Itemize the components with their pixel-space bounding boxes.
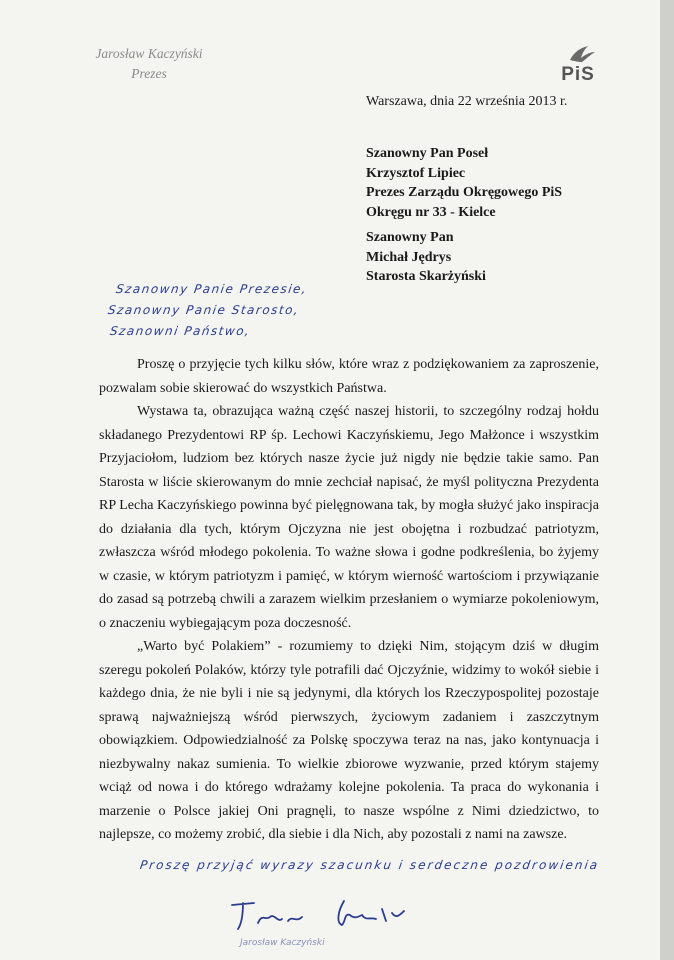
letter-body [99,353,599,847]
signature-text: Jarosław Kaczyński [240,938,325,948]
body-paragraph: Wystawa ta, obrazująca ważną część naszej historii, to szczególny rodzaj hołdu składanego Prezydentowi RP śp. Lechowi Kaczyńskiemu, Jego Małżonce i wszystkim Przyjaciołom, ludziom bez których nasze życie już nigdy nie będzie takie samo. Pan Starosta w liście skierowanym do mnie zechciał napisać, że myśl polityczna Prezydenta RP Lecha Kaczyńskiego powinna być pielęgnowana tak, by mogła służyć jako inspiracja do działania dla tych, którym Ojczyzna nie jest obojętna i rozbudzać patriotyzm, zwłaszcza wśród młodego pokolenia. To ważne słowa i godne podkreślenia, bo żyjemy w czasie, w którym patriotyzm i pamięć, w którym wierność wartościom i przywiązanie do zasad są potrzebą chwili a zarazem wielkim przesłaniem o wymiarze pokoleniowym, o znaczeniu wybiegającym poza doczesność. [99,404,599,631]
handwritten-closing: Proszę przyjąć wyrazy szacunku i serdeczne pozdrowienia [139,858,601,872]
bird-icon [548,40,608,66]
date-line: Warszawa, dnia 22 września 2013 r. [366,94,568,109]
recipient-line: Szanowny Pan [366,230,454,245]
letterhead-sender [74,44,224,84]
recipient-line: Krzysztof Lipiec [366,165,466,181]
recipient-line: Szanowny Pan Poseł [366,146,489,161]
body-paragraph: Proszę o przyjęcie tych kilku słów, które wraz z podziękowaniem za zaproszenie, pozwalam sobie skierować do wszystkich Państwa. [99,357,599,396]
sender-title: Prezes [131,66,167,81]
handwritten-greeting-2: Szanowny Panie Starosto, [107,303,301,317]
recipient-block-1 [366,144,562,222]
recipient-line: Starosta Skarżyński [366,269,486,284]
signature-icon [226,895,446,935]
handwritten-greeting-3: Szanowni Państwo, [109,324,252,338]
recipient-line: Prezes Zarządu Okręgowego PiS [366,185,563,200]
page-edge [660,0,674,960]
sender-name: Jarosław Kaczyński [95,46,203,61]
recipient-block-2 [366,228,486,287]
party-logo [548,40,608,90]
recipient-line: Okręgu nr 33 - Kielce [366,204,496,220]
handwritten-greeting-1: Szanowny Panie Prezesie, [115,282,309,296]
body-paragraph: „Warto być Polakiem” - rozumiemy to dzięki Nim, stojącym dziś w długim szeregu pokoleń Polaków, którzy tyle potrafili dać Ojczyźnie, widzimy to wokół siebie i każdego dnia, że nie byli i nie są jedynymi, dla których los Rzeczypospolitej pozostaje sprawą najważniejszą wśród pierwszych, życiowym zadaniem i zaszczytnym obowiązkiem. Odpowiedzialność za Polskę spoczywa teraz na nas, jako kontynuacja i niezbywalny nakaz sumienia. To wielkie zbiorowe wyzwanie, przed którym stajemy wciąż od nowa i do którego wdrażamy kolejne pokolenia. Ta praca do wykonania i marzenie o Polsce jakiej Oni pragnęli, to nasze wspólne z Nimi dziedzictwo, to najlepsze, co możemy zrobić, dla siebie i dla Nich, aby pozostali z nami na zawsze. [99,639,599,842]
logo-text: PiS [561,64,595,85]
recipient-line: Michał Jędrys [366,249,452,265]
